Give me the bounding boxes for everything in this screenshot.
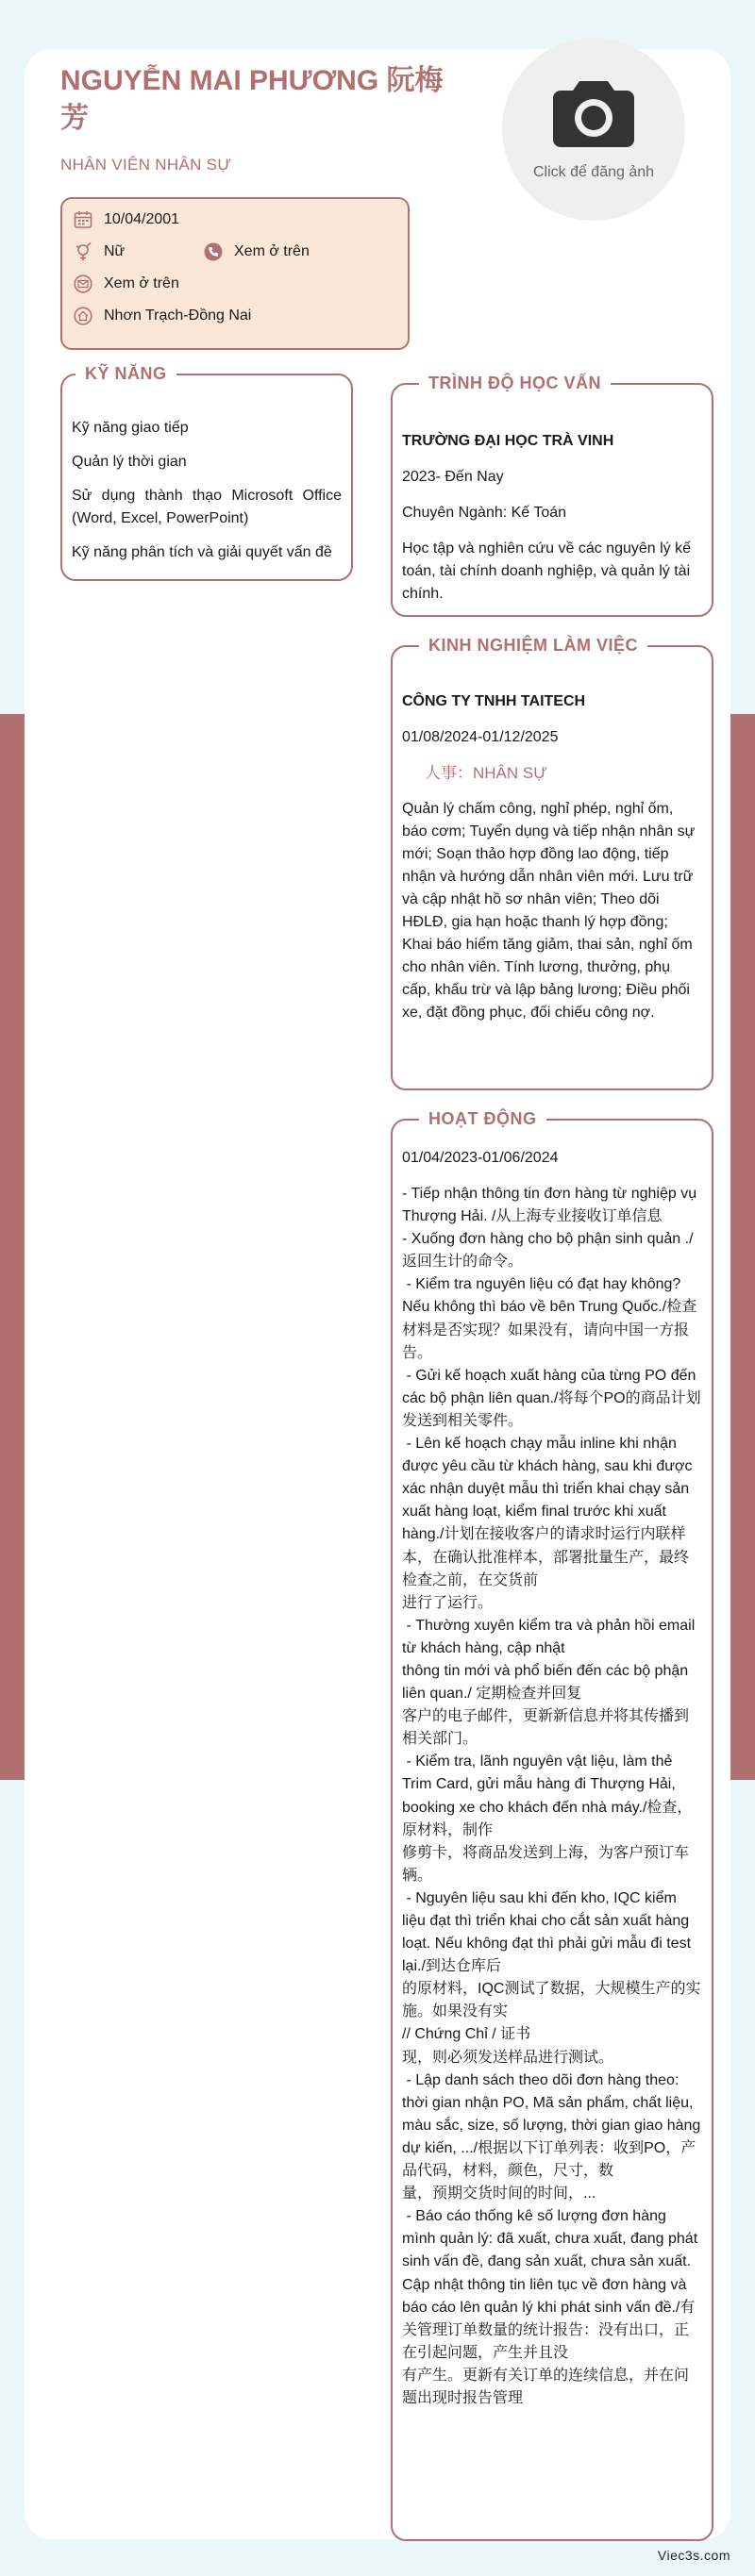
skills-title: KỸ NĂNG <box>76 362 176 385</box>
activities-content <box>402 1147 702 2410</box>
education-major: Chuyên Ngành: Kế Toán <box>402 505 567 521</box>
experience-section <box>391 636 713 1090</box>
education-content <box>402 430 702 606</box>
calendar-icon <box>74 210 92 229</box>
activities-details: - Tiếp nhận thông tin đơn hàng từ nghiệp vụ Thượng Hải. /从上海专业接收订单信息 - Xuống đơn hàng cho bộ phận sinh quản ./返回生计的命令。 - Kiểm tra nguyên liệu có đạt hay không? Nếu không thì báo về bên Trung Quốc./检查材料是否实现？如果没有，请向中国一方报告。 - Gửi kế hoạch xuất hàng của từng PO đến các bộ phận liên quan./将每个PO的商品计划发送到相关零件。 - Lên kế hoạch chạy mẫu inline khi nhận được yêu cầu từ khách hàng, sau khi được xác nhận duyệt mẫu thì triển khai chạy sản xuất hàng loạt, kiểm final trước khi xuất hàng./计划在接收客户的请求时运行内联样 本，在确认批准样本，部署批量生产，最终检查之前，在交货前 进行了运行。 - Thường xuyên kiểm tra và phản hồi email từ khách hàng, cập nhật thông tin mới và phổ biến đến các bộ phận liên quan./ 定期检查并回复 客户的电子邮件，更新新信息并将其传播到相关部门。 - Kiểm tra, lãnh nguyên vật liệu, làm thẻ Trim Card, gửi mẫu hàng đi Thượng Hải, booking xe cho khách đến nhà máy./检查，原材料，制作 修剪卡，将商品发送到上海，为客户预订车辆。 - Nguyên liệu sau khi đến kho, IQC kiểm liệu đạt thì triển khai cho cắt sản xuất hàng loạt. Nếu không đạt thì phải gửi mẫu đi test lại./到达仓库后 的原材料，IQC测试了数据，大规模生产的实施。如果没有实 // Chứng Chỉ / 证书 现，则必须发送样品进行测试。 - Lập danh sách theo dõi đơn hàng theo: thời gian nhận PO, Mã sản phẩm, chất liệu, màu sắc, size, số lượng, thời gian giao hàng dự kiến, .../根据以下订单列表：收到PO，产品代码，材料，颜色，尺寸，数 量，预期交货时间的时间，... - Báo cáo thống kê số lượng đơn hàng mình quản lý: đã xuất, chưa xuất, đang phát sinh vấn đề, đang sản xuất, chưa sản xuất. Cập nhật thông tin liên tục về đơn hàng và báo cáo lên quản lý khi phát sinh vấn đề./有关管理订单数量的统计报告：没有出口，正在引起问题，产生并且没 有产生。更新有关订单的连续信息，并在问题出现时报告管理 <box>402 1186 701 2406</box>
experience-description: Quản lý chấm công, nghỉ phép, nghỉ ốm, báo cơm; Tuyển dụng và tiếp nhận nhân sự mới; Soạn thảo hợp đồng lao động, tiếp nhận và hướng dẫn nhân viên mới. Lưu trữ và cập nhật hồ sơ nhân viên; Theo dõi HĐLĐ, gia hạn hoặc thanh lý hợp đồng; Khai báo hiểm tăng giảm, thai sản, nghỉ ốm cho nhân viên. Tính lương, thưởng, phụ cấp, khấu trừ và lập bảng lương; Điều phối xe, đặt đồng phục, đối chiếu công nợ. <box>402 801 696 1021</box>
email-icon <box>74 274 92 293</box>
skill-item: Kỹ năng phân tích và giải quyết vấn đề <box>72 544 332 560</box>
skill-item: Sử dụng thành thạo Microsoft Office (Word, Excel, PowerPoint) <box>72 488 342 526</box>
education-title: TRÌNH ĐỘ HỌC VẤN <box>419 372 611 394</box>
skills-section <box>60 364 353 581</box>
activities-section <box>391 1109 713 2541</box>
skill-item: Quản lý thời gian <box>72 454 187 470</box>
home-icon <box>74 307 92 325</box>
candidate-name: NGUYỄN MAI PHƯƠNG 阮梅芳 <box>60 65 444 134</box>
email-value: Xem ở trên <box>104 275 179 291</box>
phone-icon <box>204 242 223 261</box>
avatar-upload-hint: Click để đăng ảnh <box>532 164 655 180</box>
gender-icon <box>74 242 92 261</box>
birth-date-value: 10/04/2001 <box>104 211 180 227</box>
school-name: TRƯỜNG ĐẠI HỌC TRÀ VINH <box>402 433 614 449</box>
camera-icon <box>551 77 636 149</box>
right-decor-band <box>730 714 755 1780</box>
experience-content <box>402 690 702 1024</box>
experience-role: 人事：NHÂN SỰ <box>425 764 547 782</box>
activities-title: HOẠT ĐỘNG <box>419 1107 546 1130</box>
experience-title: KINH NGHIỆM LÀM VIỆC <box>419 634 647 656</box>
skill-item: Kỹ năng giao tiếp <box>72 420 189 436</box>
phone-row <box>204 242 310 261</box>
company-name: CÔNG TY TNHH TAITECH <box>402 693 586 709</box>
education-description: Học tập và nghiên cứu về các nguyên lý kế toán, tài chính doanh nghiệp, và quản lý tài chính. <box>402 540 691 602</box>
education-period: 2023- Đến Nay <box>402 469 504 485</box>
left-decor-band <box>0 714 25 1780</box>
activities-period: 01/04/2023-01/06/2024 <box>402 1150 559 1166</box>
education-section <box>391 374 713 617</box>
address-row <box>74 307 251 325</box>
birth-date-row <box>74 210 179 229</box>
cv-page <box>25 49 730 2539</box>
avatar-upload[interactable] <box>502 38 685 221</box>
experience-period: 01/08/2024-01/12/2025 <box>402 729 559 745</box>
phone-value: Xem ở trên <box>234 243 310 259</box>
skills-list <box>72 417 342 575</box>
job-title: NHÂN VIÊN NHÂN SỰ <box>60 156 232 174</box>
gender-row <box>74 242 125 261</box>
address-value: Nhơn Trạch-Đồng Nai <box>104 307 252 324</box>
gender-value: Nữ <box>104 243 126 259</box>
email-row <box>74 274 179 293</box>
personal-info-box <box>60 197 410 350</box>
site-watermark: Viec3s.com <box>657 2548 730 2563</box>
